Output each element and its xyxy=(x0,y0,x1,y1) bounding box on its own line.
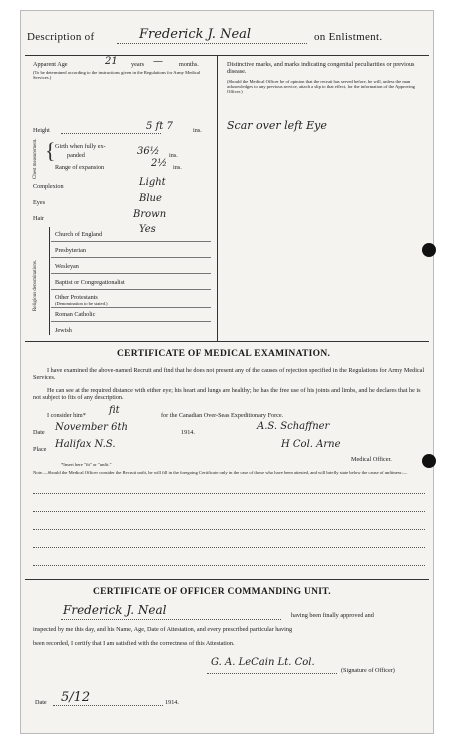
religion-row-line xyxy=(51,257,211,258)
medical-certificate-title: CERTIFICATE OF MEDICAL EXAMINATION. xyxy=(117,349,331,359)
name-line xyxy=(117,43,307,44)
officer-line-1-rest: having been finally approved and xyxy=(291,612,374,619)
girth-label-1: Girth when fully ex- xyxy=(55,143,106,150)
hair-value: Brown xyxy=(133,209,167,220)
religion-value: Yes xyxy=(139,224,156,235)
top-rule xyxy=(25,55,429,56)
officer-date-label: Date xyxy=(35,699,47,706)
officer-recruit-name: Frederick J. Neal xyxy=(63,603,167,617)
chest-brace: { xyxy=(45,138,56,163)
months-label: months. xyxy=(179,61,199,68)
officer-signature-line xyxy=(207,673,337,674)
officer-line-3: been recorded, I certify that I am satisfied with the correctness of this Attestation. xyxy=(33,640,235,647)
medical-officer-label: Medical Officer. xyxy=(351,456,392,463)
apparent-age-label: Apparent Age xyxy=(33,61,68,68)
recruit-name: Frederick J. Neal xyxy=(139,27,252,42)
punch-hole xyxy=(422,454,436,468)
religion-vertical-label: Religious denominations. xyxy=(33,259,38,311)
medical-place-label: Place xyxy=(33,446,47,453)
religion-wesleyan: Wesleyan xyxy=(55,263,79,270)
religion-other-protestants: Other Protestants xyxy=(55,294,98,301)
religion-baptist: Baptist or Congregationalist xyxy=(55,279,125,286)
unfit-line-3 xyxy=(33,529,425,530)
religion-row-line xyxy=(51,273,211,274)
officer-date-value: 5/12 xyxy=(61,690,91,705)
officer-signature: G. A. LeCain Lt. Col. xyxy=(211,657,315,668)
months-value: — xyxy=(153,56,163,67)
header-title-right: on Enlistment. xyxy=(314,31,383,43)
unfit-note: Note.—Should the Medical Officer consider the Recruit unfit, he will fill in the foregoing Certificate only in the case of those who have been attested, and will briefly state below the cause of unfitness:— xyxy=(33,470,408,475)
fit-footnote: *Insert here "fit" or "unfit." xyxy=(61,462,112,467)
height-ins: ins. xyxy=(193,127,202,134)
medical-paragraph-2: He can see at the required distance with either eye; his heart and lungs are healthy; he has the free use of his joints and limbs, and he declares that he is not subject to fits of any description. xyxy=(33,387,421,401)
officer-signature-label: (Signature of Officer) xyxy=(341,667,395,674)
eyes-value: Blue xyxy=(139,193,162,204)
consider-label: I consider him* xyxy=(47,412,86,419)
medical-place-value: Halifax N.S. xyxy=(55,439,116,450)
religion-row-line xyxy=(51,241,211,242)
officer-date-line xyxy=(53,705,163,706)
complexion-value: Light xyxy=(139,177,166,188)
punch-hole xyxy=(422,243,436,257)
other-protestants-note: (Denomination to be stated.) xyxy=(55,301,108,306)
unfit-line-4 xyxy=(33,547,425,548)
section-rule xyxy=(25,341,429,342)
religion-roman-catholic: Roman Catholic xyxy=(55,311,96,318)
chest-vertical-label: Chest measurement. xyxy=(33,138,38,179)
height-label: Height xyxy=(33,127,50,134)
medical-date-value: November 6th xyxy=(55,422,128,433)
officer-section-rule xyxy=(25,579,429,580)
medical-officer-rank: H Col. Arne xyxy=(281,439,341,450)
age-note: (To be determined according to the instructions given in the Regulations for Army Medical Services.) xyxy=(33,70,201,81)
girth-value: 36½ xyxy=(137,146,160,157)
unfit-line-1 xyxy=(33,493,425,494)
medical-paragraph-1: I have examined the above-named Recruit and find that he does not present any of the causes of rejection specified in the Regulations for Army Medical Services. xyxy=(33,367,425,381)
religion-bracket xyxy=(49,227,50,335)
distinctive-marks-note: (Should the Medical Officer be of opinion that the recruit has served before, he will, unless the man acknowledges to any previous service, attach a slip to that effect, for the information of the Approving Officer.) xyxy=(227,79,415,95)
religion-row-line xyxy=(51,321,211,322)
religion-row-line xyxy=(51,289,211,290)
consider-rest: for the Canadian Over-Seas Expeditionary Force. xyxy=(161,412,284,419)
column-divider xyxy=(217,55,218,341)
unfit-line-5 xyxy=(33,565,425,566)
religion-row-line xyxy=(51,307,211,308)
officer-certificate-title: CERTIFICATE OF OFFICER COMMANDING UNIT. xyxy=(93,587,331,597)
religion-jewish: Jewish xyxy=(55,327,72,334)
unfit-line-2 xyxy=(33,511,425,512)
age-value: 21 xyxy=(105,56,118,67)
medical-date-year: 1914. xyxy=(181,429,195,436)
religion-church-of-england: Church of England xyxy=(55,231,103,238)
range-label: Range of expansion xyxy=(55,164,105,171)
fit-value: fit xyxy=(109,405,120,416)
eyes-label: Eyes xyxy=(33,199,46,206)
officer-date-year: 1914. xyxy=(165,699,179,706)
header-title-left: Description of xyxy=(27,31,95,43)
height-value: 5 ft 7 xyxy=(146,121,173,132)
officer-line-2: inspected by me this day, and his Name, Age, Date of Attestation, and every prescribed particular having xyxy=(33,626,293,633)
religion-presbyterian: Presbyterian xyxy=(55,247,86,254)
medical-officer-signature: A.S. Schaffner xyxy=(257,421,330,432)
distinctive-marks-heading: Distinctive marks, and marks indicating congenital peculiarities or previous disease. xyxy=(227,61,415,75)
hair-label: Hair xyxy=(33,215,44,222)
complexion-label: Complexion xyxy=(33,183,64,190)
years-label: years xyxy=(131,61,145,68)
girth-ins: ins. xyxy=(169,152,178,159)
officer-name-line xyxy=(61,619,281,620)
range-ins: ins. xyxy=(173,164,182,171)
girth-label-2: panded xyxy=(67,152,85,159)
distinctive-marks-value: Scar over left Eye xyxy=(227,119,327,132)
attestation-page xyxy=(20,10,434,734)
height-dots xyxy=(61,133,161,134)
range-value: 2½ xyxy=(151,158,168,169)
medical-date-label: Date xyxy=(33,429,45,436)
